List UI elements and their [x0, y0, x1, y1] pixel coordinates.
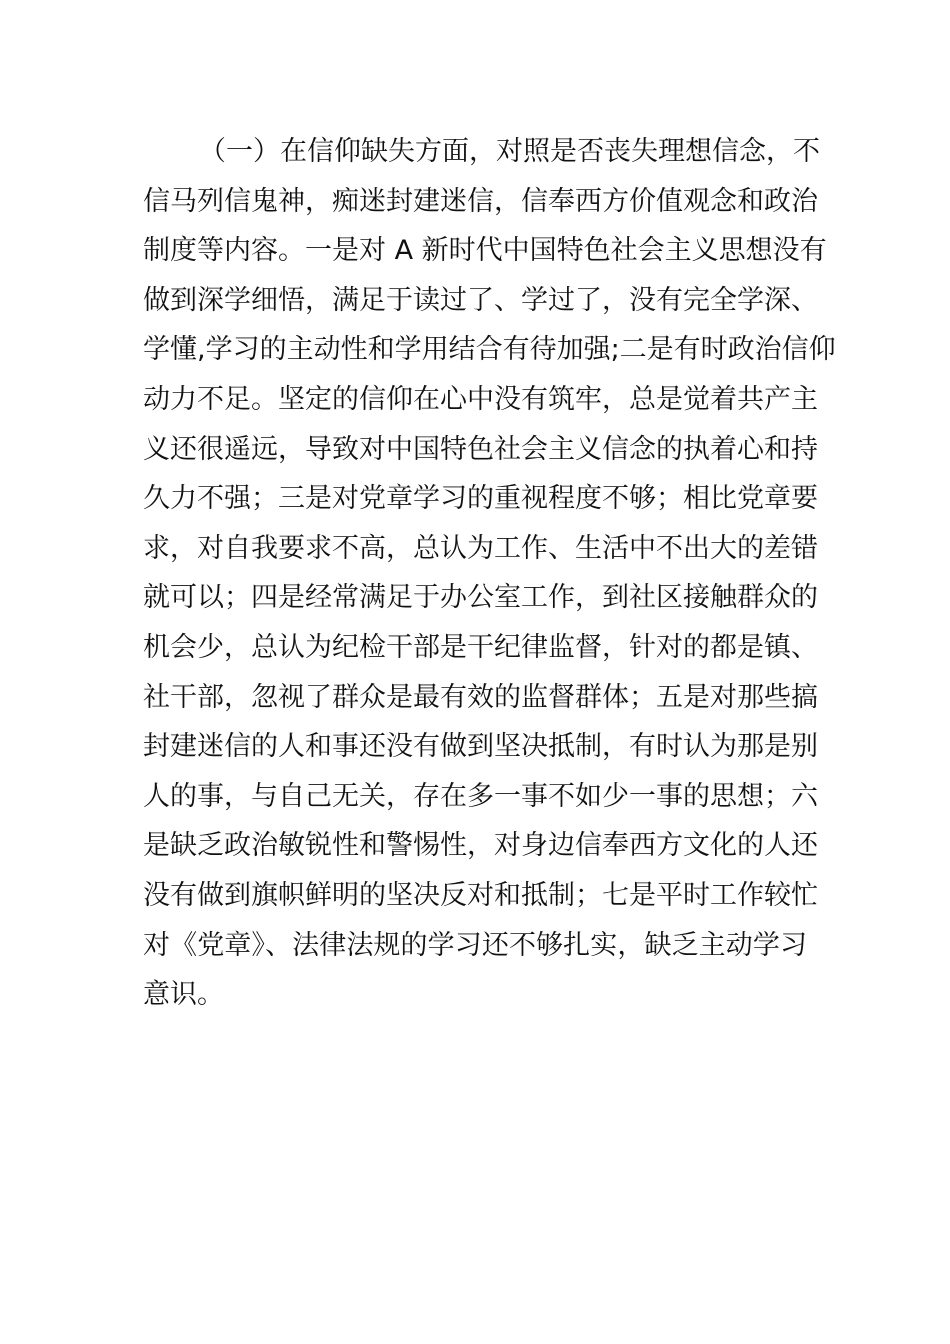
- paragraph-line: （一）在信仰缺失方面，对照是否丧失理想信念，不: [199, 136, 820, 167]
- paragraph-line: 就可以；四是经常满足于办公室工作，到社区接触群众的: [143, 582, 818, 614]
- paragraph-line: 做到深学细悟，满足于读过了、学过了，没有完全学深、: [143, 284, 818, 316]
- paragraph-line: 意识。: [143, 979, 224, 1011]
- paragraph-line: 社干部，忽视了群众是最有效的监督群体；五是对那些搞: [143, 681, 818, 713]
- paragraph-line: 是缺乏政治敏锐性和警惕性，对身边信奉西方文化的人还: [143, 830, 818, 862]
- paragraph-line: 学懂,学习的主动性和学用结合有待加强;二是有时政治信仰: [143, 334, 836, 366]
- paragraph-line: 求，对自我要求不高，总认为工作、生活中不出大的差错: [143, 532, 818, 564]
- paragraph-line: 没有做到旗帜鲜明的坚决反对和抵制；七是平时工作较忙: [143, 879, 818, 911]
- paragraph-line: 义还很遥远，导致对中国特色社会主义信念的执着心和持: [143, 433, 818, 465]
- paragraph-line: 封建迷信的人和事还没有做到坚决抵制，有时认为那是别: [143, 731, 818, 763]
- paragraph-line: 人的事，与自己无关，存在多一事不如少一事的思想；六: [143, 780, 818, 812]
- paragraph-line: 制度等内容。一是对 A 新时代中国特色社会主义思想没有: [143, 235, 827, 267]
- body-paragraph: [143, 127, 836, 1020]
- paragraph-line: 机会少，总认为纪检干部是干纪律监督，针对的都是镇、: [143, 631, 818, 663]
- paragraph-line: 对《党章》、法律法规的学习还不够扎实，缺乏主动学习: [143, 929, 807, 961]
- paragraph-line: 久力不强；三是对党章学习的重视程度不够；相比党章要: [143, 483, 818, 515]
- paragraph-line: 信马列信鬼神，痴迷封建迷信，信奉西方价值观念和政治: [143, 185, 818, 217]
- paragraph-line: 动力不足。坚定的信仰在心中没有筑牢，总是觉着共产主: [143, 383, 818, 415]
